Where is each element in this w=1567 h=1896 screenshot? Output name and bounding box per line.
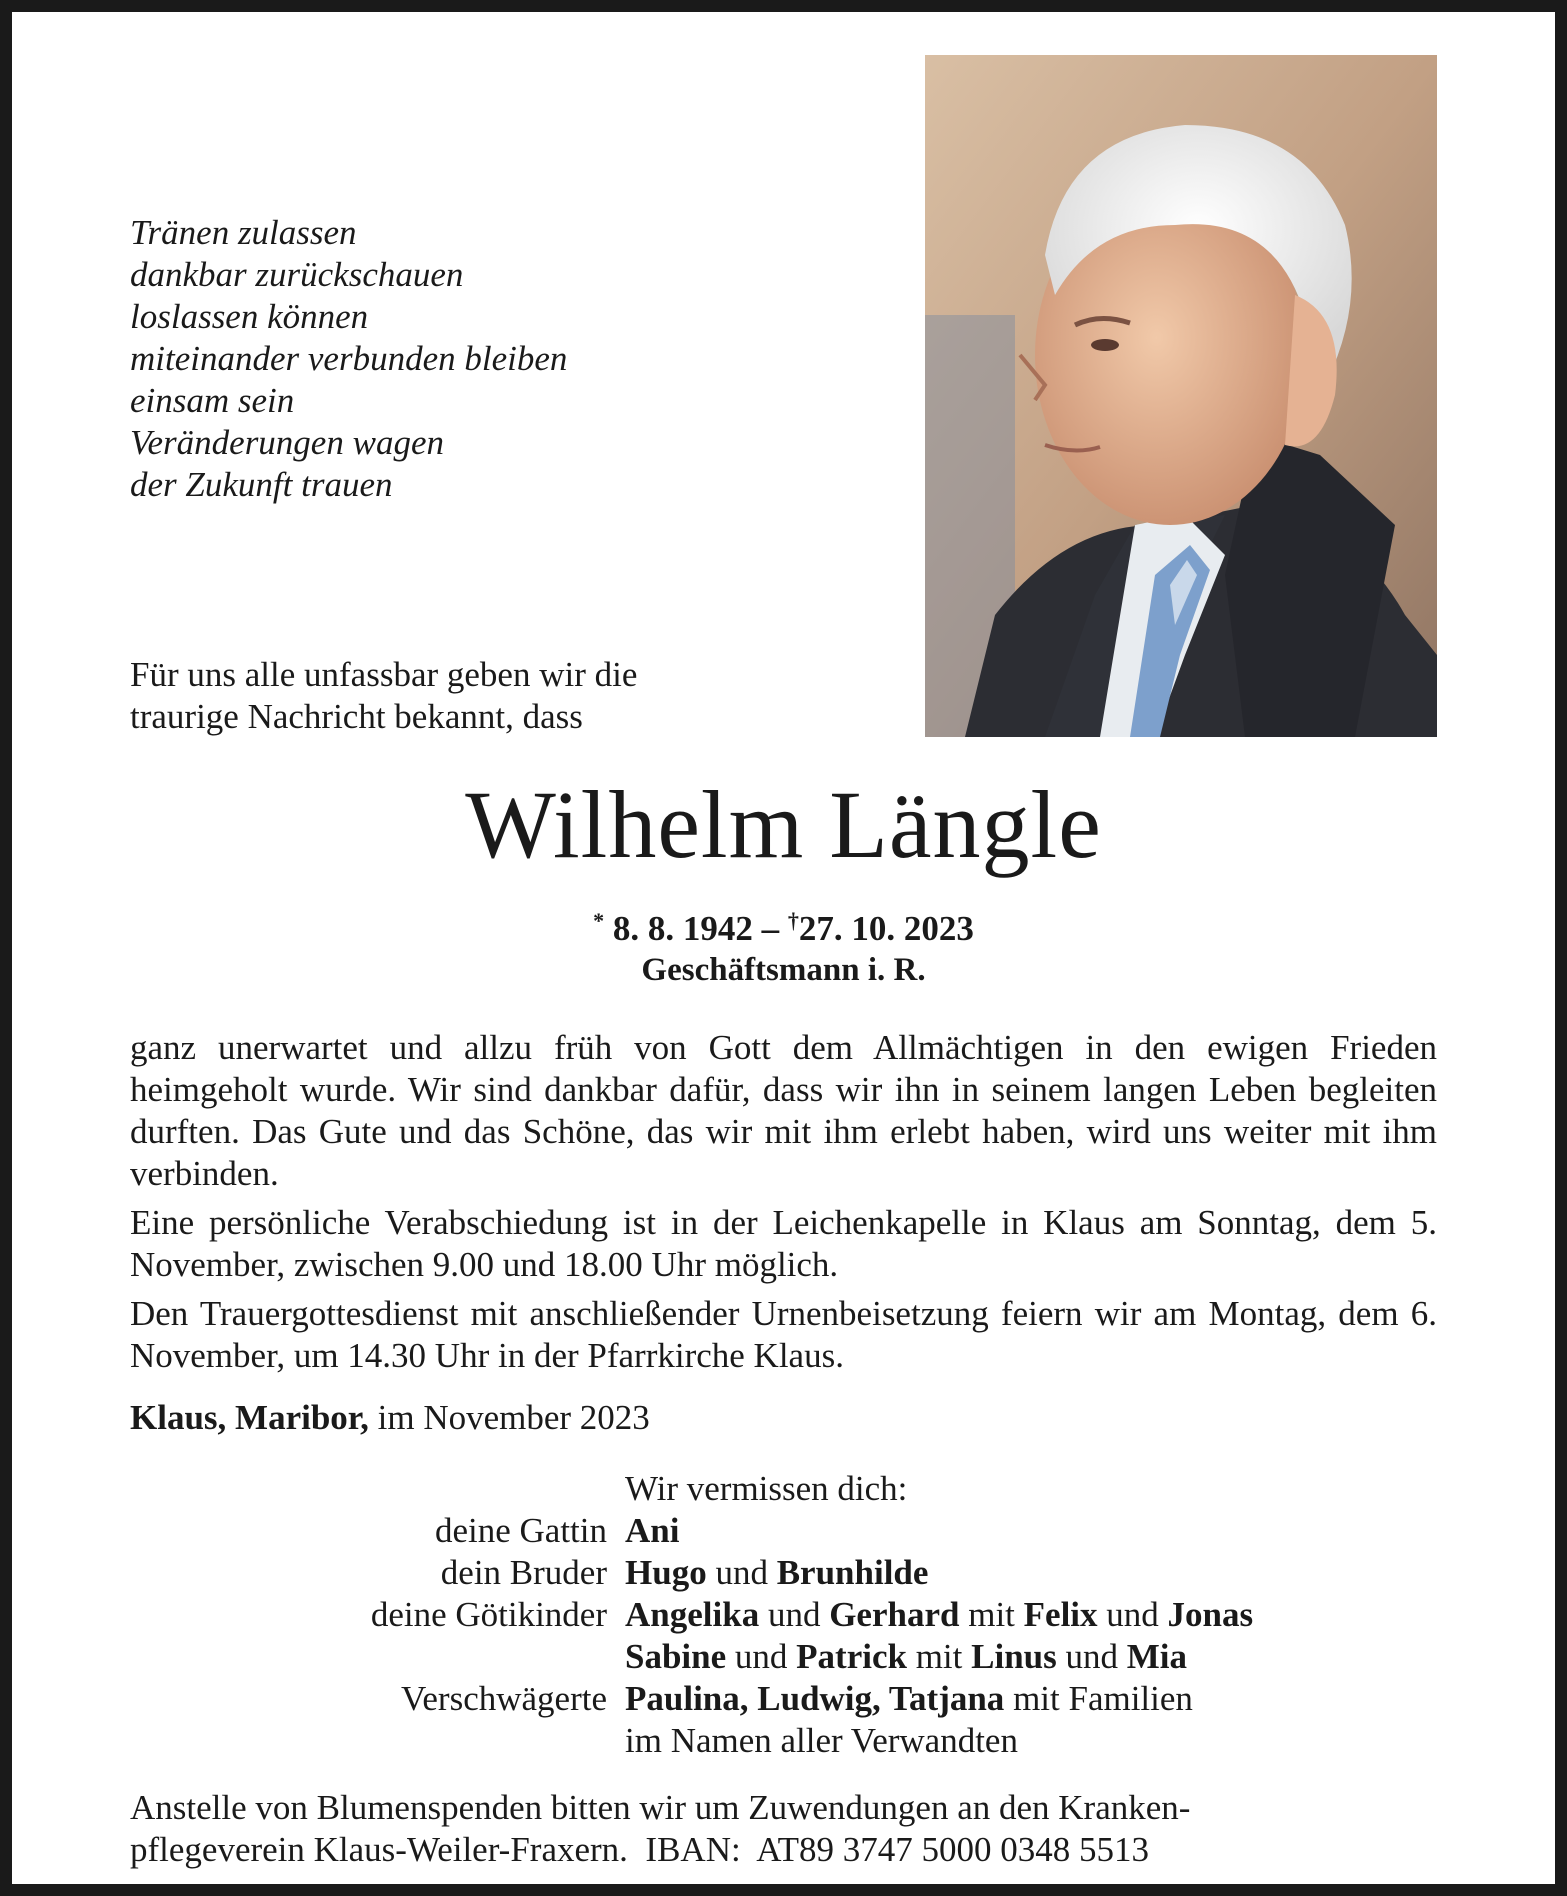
paragraph-1: ganz unerwartet und allzu früh von Gott dem Allmächtigen in den ewigen Frieden heimgeholt wurde. Wir sind dankbar dafür, dass wir ihn in seinem langen Leben begleiten durften. Das Gute und das Schöne, das wir mit ihm erlebt haben, wird uns weiter mit ihm verbinden. <box>130 1028 1437 1193</box>
date-dash: – <box>761 909 780 948</box>
mourner-name: Felix <box>1023 1595 1098 1634</box>
life-dates <box>12 900 1555 950</box>
deceased-name: Wilhelm Längle <box>465 771 1102 878</box>
intro-line-1: Für uns alle unfassbar geben wir die <box>130 655 638 694</box>
relation-label: Verschwägerte <box>400 1679 607 1718</box>
place-names: Klaus, Maribor, <box>130 1398 369 1437</box>
conjunction: und <box>715 1553 768 1592</box>
occupation: Geschäftsmann i. R. <box>641 952 926 988</box>
paragraph-2: Eine persönliche Verabschiedung ist in der Leichenkapelle in Klaus am Sonntag, dem 5. November, zwischen 9.00 und 18.00 Uhr möglich. <box>130 1203 1437 1284</box>
mourner-extra: mit Familien <box>1013 1679 1193 1718</box>
birth-symbol: * <box>593 908 605 933</box>
intro-line-2: traurige Nachricht bekannt, dass <box>130 697 583 736</box>
donation-line-2: pflegeverein Klaus-Weiler-Fraxern. IBAN: AT89 3747 5000 0348 5513 <box>130 1830 1150 1869</box>
place-date-text: im November 2023 <box>377 1398 650 1437</box>
poem-line: Veränderungen wagen <box>130 423 444 462</box>
conjunction: und <box>1065 1637 1119 1676</box>
mourner-row <box>130 1594 1437 1636</box>
place-date <box>130 1397 650 1439</box>
poem-line: loslassen können <box>130 297 369 336</box>
obituary-page <box>12 12 1555 1884</box>
relatives-note: im Namen aller Verwandten <box>625 1721 1018 1760</box>
paragraph-3: Den Trauergottesdienst mit anschließender Urnenbeisetzung feiern wir am Montag, dem 6. November, um 14.30 Uhr in der Pfarrkirche Klaus. <box>130 1294 1437 1375</box>
mourner-name: Paulina, Ludwig, Tatjana <box>625 1679 1005 1718</box>
mourner-row <box>130 1510 1437 1552</box>
relation-label: deine Gattin <box>434 1511 607 1550</box>
donation-line-1: Anstelle von Blumenspenden bitten wir um Zuwendungen an den Kranken- <box>130 1788 1191 1827</box>
poem-line: dankbar zurückschauen <box>130 255 464 294</box>
mourners-heading-row <box>130 1468 1437 1510</box>
donation-note <box>130 1787 1437 1871</box>
mourner-name: Patrick <box>796 1637 907 1676</box>
death-date: 27. 10. 2023 <box>798 909 974 948</box>
conjunction: mit <box>968 1595 1015 1634</box>
birth-date: 8. 8. 1942 <box>612 909 753 948</box>
conjunction: mit <box>915 1637 963 1676</box>
poem <box>130 212 567 506</box>
poem-line: miteinander verbunden bleiben <box>130 339 568 378</box>
mourner-name: Hugo <box>625 1553 707 1592</box>
mourner-row <box>130 1678 1437 1720</box>
mourner-row <box>130 1720 1437 1762</box>
mourners-list <box>130 1468 1437 1762</box>
relation-label: dein Bruder <box>440 1553 607 1592</box>
relation-label: deine Götikinder <box>370 1595 607 1634</box>
poem-line: der Zukunft trauen <box>130 465 393 504</box>
conjunction: und <box>734 1637 788 1676</box>
mourner-row <box>130 1552 1437 1594</box>
mourner-name: Sabine <box>625 1637 727 1676</box>
conjunction: und <box>1106 1595 1159 1634</box>
death-symbol: † <box>787 908 799 933</box>
mourner-name: Mia <box>1126 1637 1188 1676</box>
poem-line: Tränen zulassen <box>130 213 357 252</box>
mourners-heading: Wir vermissen dich: <box>625 1469 908 1508</box>
portrait-photo <box>925 55 1437 737</box>
mourner-name: Linus <box>971 1637 1057 1676</box>
mourner-row <box>130 1636 1437 1678</box>
intro-text <box>130 654 890 738</box>
mourner-name: Ani <box>625 1511 680 1550</box>
mourner-name: Jonas <box>1167 1595 1254 1634</box>
poem-line: einsam sein <box>130 381 295 420</box>
conjunction: und <box>767 1595 821 1634</box>
mourner-name: Brunhilde <box>776 1553 929 1592</box>
mourner-name: Angelika <box>625 1595 760 1634</box>
mourner-name: Gerhard <box>829 1595 960 1634</box>
